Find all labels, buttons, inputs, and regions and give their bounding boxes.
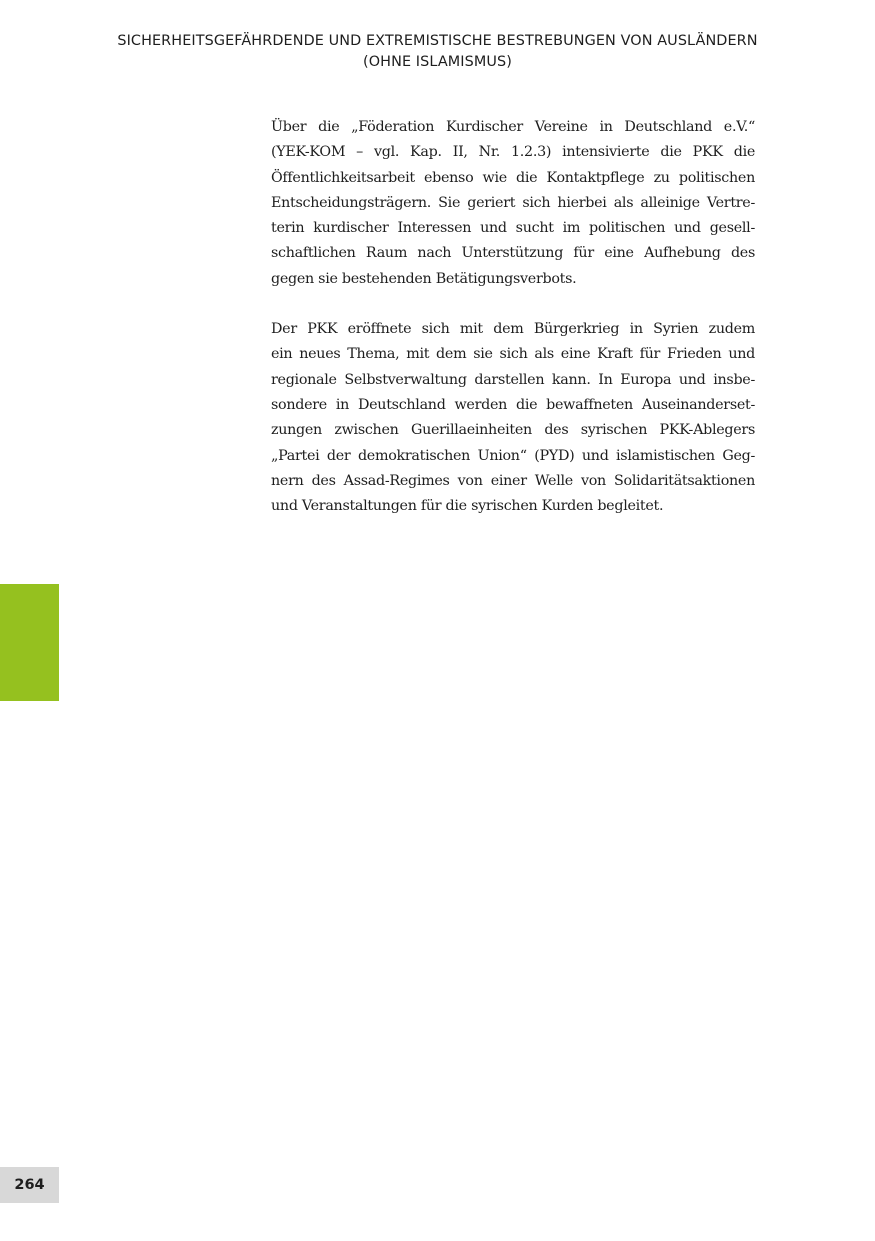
paragraph-2-line-6: „Partei der demokratischen Union“ (PYD) und islamistischen Geg- xyxy=(271,447,755,464)
paragraph-1-line-2: (YEK-KOM – vgl. Kap. II, Nr. 1.2.3) intensivierte die PKK die xyxy=(271,144,755,161)
paragraph-2-line-5: zungen zwischen Guerillaeinheiten des syrischen PKK-Ablegers xyxy=(271,422,755,439)
paragraph-1-line-7: gegen sie bestehenden Betätigungsverbots. xyxy=(271,270,577,287)
paragraph-1-line-4: Entscheidungsträgern. Sie geriert sich hierbei als alleinige Vertre- xyxy=(271,194,755,211)
running-header-line-1: SICHERHEITSGEFÄHRDENDE UND EXTREMISTISCHE BESTREBUNGEN VON AUSLÄNDERN xyxy=(117,33,758,49)
paragraph-1-line-1: Über die „Föderation Kurdischer Vereine in Deutschland e.V.“ xyxy=(271,119,755,135)
chapter-side-tab xyxy=(0,584,59,701)
paragraph-1-line-5: terin kurdischer Interessen und sucht im politischen und gesell- xyxy=(271,220,755,237)
paragraph-2-line-1: Der PKK eröffnete sich mit dem Bürgerkrieg in Syrien zudem xyxy=(271,321,755,338)
page-number: 264 xyxy=(14,1177,45,1193)
paragraph-2-line-3: regionale Selbstverwaltung darstellen kann. In Europa und insbe- xyxy=(271,371,755,388)
paragraph-2-line-2: ein neues Thema, mit dem sie sich als eine Kraft für Frieden und xyxy=(271,346,755,363)
paragraph-2 xyxy=(271,317,755,519)
running-header xyxy=(60,31,815,73)
paragraph-2-line-4: sondere in Deutschland werden die bewaffneten Auseinanderset- xyxy=(271,396,755,413)
paragraph-1-line-6: schaftlichen Raum nach Unterstützung für eine Aufhebung des xyxy=(271,245,755,262)
body-text xyxy=(271,115,755,544)
paragraph-1-line-3: Öffentlichkeitsarbeit ebenso wie die Kontaktpflege zu politischen xyxy=(271,169,755,186)
page-number-box xyxy=(0,1167,59,1203)
running-header-line-2: (OHNE ISLAMISMUS) xyxy=(363,54,512,70)
paragraph-2-line-7: nern des Assad-Regimes von einer Welle von Solidaritätsaktionen xyxy=(271,472,755,489)
paragraph-2-line-8: und Veranstaltungen für die syrischen Kurden begleitet. xyxy=(271,498,664,515)
paragraph-1 xyxy=(271,115,755,292)
